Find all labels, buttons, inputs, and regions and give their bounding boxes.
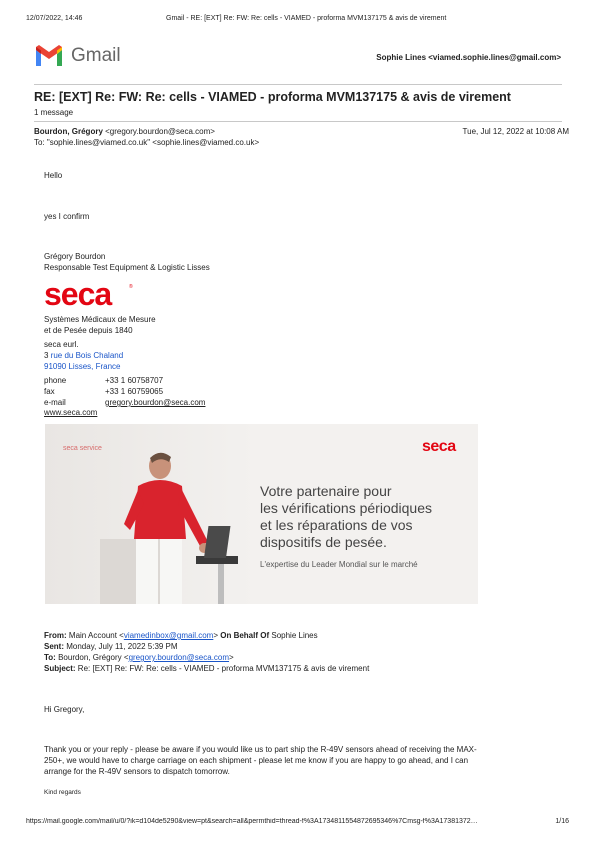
greeting: Hello: [44, 171, 63, 180]
email-label: e-mail: [44, 398, 66, 407]
seca-service-banner: [45, 424, 478, 604]
thread-subject: RE: [EXT] Re: FW: Re: cells - VIAMED - proforma MVM137175 & avis de virement: [34, 90, 511, 104]
quoted-paragraph-line-2: 250+, we would have to charge carriage on each shipment - please let me know if you are happy to go ahead, and I can: [44, 756, 469, 765]
sender-email: <gregory.bourdon@seca.com>: [105, 127, 215, 136]
message-count: 1 message: [34, 108, 74, 117]
page-number: 1/16: [555, 818, 569, 825]
banner-service-label: seca service: [63, 445, 102, 452]
quoted-sent: Sent: Monday, July 11, 2022 5:39 PM: [44, 642, 178, 651]
banner-line-1: Votre partenaire pour: [260, 483, 392, 499]
seca-address: 3 rue du Bois Chaland: [44, 351, 124, 360]
banner-line-4: dispositifs de pesée.: [260, 534, 387, 550]
signature-name: Grégory Bourdon: [44, 252, 106, 261]
seca-logo: seca: [44, 276, 112, 312]
quoted-from-email-link[interactable]: viamedinbox@gmail.com: [123, 631, 214, 640]
website-link[interactable]: www.seca.com: [44, 408, 98, 417]
address-city-link[interactable]: 91090 Lisses, France: [44, 362, 121, 371]
fax-label: fax: [44, 387, 55, 396]
account-owner: Sophie Lines <viamed.sophie.lines@gmail.com>: [376, 53, 561, 62]
address-street-link[interactable]: rue du Bois Chaland: [50, 351, 124, 360]
phone-label: phone: [44, 376, 67, 385]
fax-value: +33 1 60759065: [105, 387, 164, 396]
quoted-paragraph-line-3: arrange for the R-49V sensors to dispatch tomorrow.: [44, 767, 230, 776]
sender-name: Bourdon, Grégory: [34, 127, 103, 136]
seca-company: seca eurl.: [44, 340, 79, 349]
print-title: Gmail - RE: [EXT] Re: FW: Re: cells - VIAMED - proforma MVM137175 & avis de virement: [166, 15, 447, 22]
sender: [34, 127, 215, 136]
gmail-m-icon: [34, 44, 64, 68]
banner-line-5: L'expertise du Leader Mondial sur le marché: [260, 560, 418, 569]
print-datetime: 12/07/2022, 14:46: [26, 15, 83, 22]
signature-email-link[interactable]: gregory.bourdon@seca.com: [105, 398, 206, 407]
gmail-wordmark: Gmail: [71, 45, 121, 66]
footer-url: https://mail.google.com/mail/u/0/?ik=d104de5290&view=pt&search=all&permthid=thread-f%3A1734811554872695346%7Cmsg-f%3A17381372…: [26, 818, 478, 825]
registered-mark: ®: [129, 284, 133, 290]
banner-line-2: les vérifications périodiques: [260, 500, 432, 516]
quoted-closing: Kind regards: [44, 789, 81, 796]
quoted-paragraph-line-1: Thank you or your reply - please be aware if you would like us to part ship the R-49V sensors ahead of receiving the MAX-: [44, 745, 477, 754]
banner-seca-logo: seca: [422, 438, 456, 455]
gmail-logo: [34, 44, 134, 70]
recipient: To: "sophie.lines@viamed.co.uk" <sophie.lines@viamed.co.uk>: [34, 138, 260, 147]
quoted-from: From: Main Account <viamedinbox@gmail.com> On Behalf Of Sophie Lines: [44, 631, 318, 640]
seca-tagline-1: Systèmes Médicaux de Mesure: [44, 315, 156, 324]
body-text: yes I confirm: [44, 212, 90, 221]
seca-tagline-2: et de Pesée depuis 1840: [44, 326, 133, 335]
phone-value: +33 1 60758707: [105, 376, 164, 385]
technician-illustration: [100, 444, 250, 604]
banner-line-3: et les réparations de vos: [260, 517, 413, 533]
quoted-to: To: Bourdon, Grégory <gregory.bourdon@seca.com>: [44, 653, 234, 662]
quoted-to-email-link[interactable]: gregory.bourdon@seca.com: [128, 653, 230, 662]
quoted-greeting: Hi Gregory,: [44, 705, 85, 714]
signature-role: Responsable Test Equipment & Logistic Lisses: [44, 263, 210, 272]
message-date: Tue, Jul 12, 2022 at 10:08 AM: [462, 127, 569, 136]
quoted-subject: Subject: Re: [EXT] Re: FW: Re: cells - VIAMED - proforma MVM137175 & avis de virement: [44, 664, 370, 673]
